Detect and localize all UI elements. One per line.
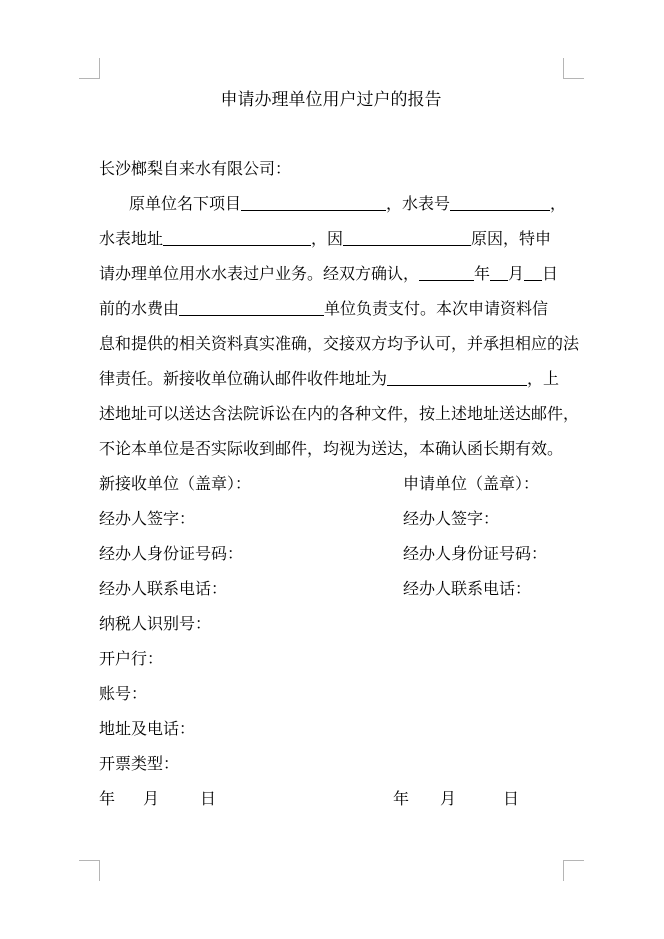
body-text: 原因，特申 [471, 231, 552, 248]
body-text: 月 [508, 266, 525, 283]
body-text: 律责任。新接收单位确认邮件收件地址为 [99, 371, 388, 388]
body-text: 请办理单位用水水表过户业务。经双方确认， [99, 266, 420, 283]
right-date-day-label: 日 [503, 791, 520, 808]
body-text: ，上 [527, 371, 560, 388]
left-date-day-label: 日 [200, 791, 217, 808]
body-paragraph [99, 187, 580, 467]
body-line [99, 362, 563, 397]
account-number-label: 账号： [99, 686, 148, 703]
fill-in-blank-underline [241, 195, 386, 211]
left-date-year-label: 年 [99, 791, 116, 808]
salutation: 长沙榔梨自来水有限公司： [99, 161, 292, 178]
applicant-handler-phone-label: 经办人联系电话： [403, 581, 532, 598]
blank-line [99, 117, 563, 152]
receiver-handler-phone-label: 经办人联系电话： [99, 581, 228, 598]
receiver-handler-id-label: 经办人身份证号码： [99, 546, 244, 563]
body-line [99, 257, 563, 292]
document-title: 申请办理单位用户过户的报告 [220, 90, 442, 109]
fill-in-blank-underline [490, 265, 508, 281]
body-line [99, 292, 563, 327]
signature-row [99, 537, 563, 572]
left-date-month-label: 月 [143, 791, 160, 808]
document-content [99, 82, 580, 817]
body-text: 原单位名下项目 [129, 196, 242, 213]
fill-in-blank-underline [179, 300, 324, 316]
right-date-month-label: 月 [440, 791, 457, 808]
fill-in-blank-underline [450, 195, 550, 211]
invoice-type-label: 开票类型： [99, 756, 180, 773]
body-text: 述地址可以送达含法院诉讼在内的各种文件，按上述地址送达邮件， [99, 406, 580, 423]
body-line [99, 432, 563, 467]
address-phone-label: 地址及电话： [99, 721, 196, 738]
fill-in-blank-underline [419, 265, 474, 281]
fill-in-blank-underline [387, 370, 527, 386]
signature-row [99, 572, 563, 607]
applicant-handler-id-label: 经办人身份证号码： [403, 546, 548, 563]
body-text: 日 [542, 266, 559, 283]
taxpayer-id-label: 纳税人识别号： [99, 616, 212, 633]
fill-in-blank-underline [524, 265, 542, 281]
body-line [99, 187, 567, 222]
bank-name-label: 开户行： [99, 651, 164, 668]
signature-row [99, 467, 563, 502]
body-line [99, 327, 580, 362]
body-text: 不论本单位是否实际收到邮件，均视为送达，本确认函长期有效。 [99, 441, 564, 458]
body-text: ， [550, 196, 567, 213]
crop-mark-top-right [563, 58, 584, 79]
signature-row [99, 502, 563, 537]
right-date-year-label: 年 [393, 791, 410, 808]
fill-in-blank-underline [343, 230, 471, 246]
body-text: 单位负责支付。本次申请资料信 [324, 301, 549, 318]
body-line [99, 222, 563, 257]
crop-mark-bottom-left [79, 860, 100, 881]
body-text: 水表地址 [99, 231, 164, 248]
crop-mark-top-left [79, 58, 100, 79]
applicant-handler-signature-label: 经办人签字： [403, 511, 500, 528]
body-line [99, 397, 580, 432]
crop-mark-bottom-right [563, 860, 584, 881]
body-text: 息和提供的相关资料真实准确，交接双方均予认可，并承担相应的法 [99, 336, 580, 353]
body-text: 前的水费由 [99, 301, 180, 318]
receiver-handler-signature-label: 经办人签字： [99, 511, 196, 528]
applicant-unit-seal-label: 申请单位（盖章）： [403, 476, 540, 493]
receiver-unit-seal-label: 新接收单位（盖章）： [99, 476, 252, 493]
date-row [99, 782, 563, 817]
body-text: 年 [474, 266, 491, 283]
body-text: ，水表号 [386, 196, 451, 213]
fill-in-blank-underline [163, 230, 311, 246]
body-text: ，因 [311, 231, 344, 248]
